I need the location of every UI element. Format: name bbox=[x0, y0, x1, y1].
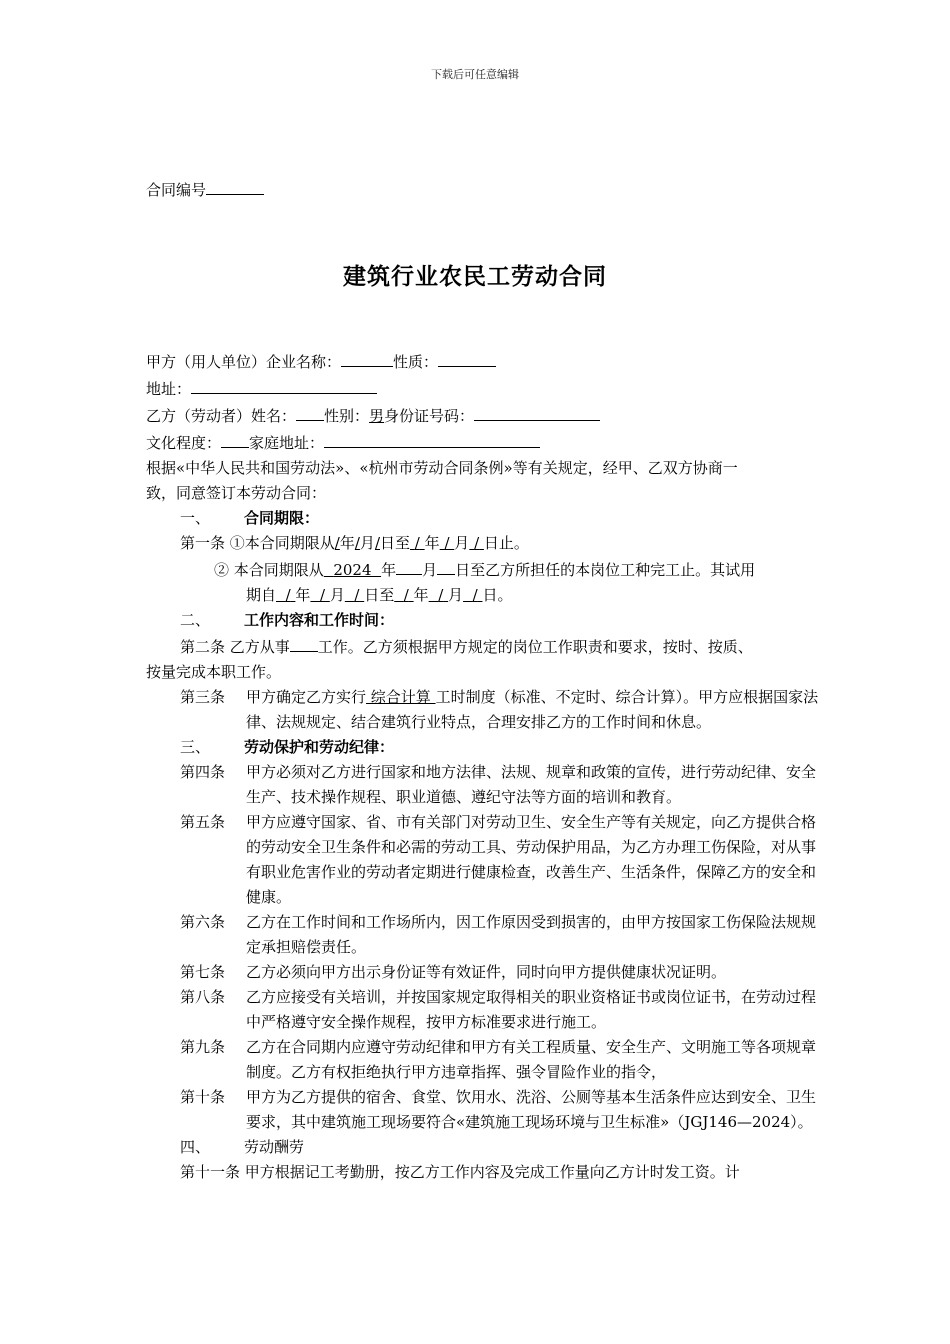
section-4-heading: 四、 劳动酬劳 bbox=[180, 1138, 305, 1156]
section-1-heading: 一、 合同期限： bbox=[180, 509, 320, 527]
company-nature-blank[interactable] bbox=[438, 348, 496, 367]
gender-value: 男 bbox=[369, 407, 385, 425]
intro-line-1: 根据«中华人民共和国劳动法»、«杭州市劳动合同条例»等有关规定，经甲、乙双方协商一 bbox=[146, 459, 738, 477]
id-number-blank[interactable] bbox=[474, 402, 600, 421]
worker-name-blank[interactable] bbox=[296, 402, 324, 421]
article-2-line-1: 第二条 乙方从事 工作。乙方须根据甲方规定的岗位工作职责和要求，按时、按质、 bbox=[146, 633, 821, 660]
contract-number-blank[interactable] bbox=[206, 176, 264, 195]
work-hour-system: 综合计算 bbox=[366, 688, 436, 706]
contract-body bbox=[146, 348, 821, 1185]
article-9: 第九条 乙方在合同期内应遵守劳动纪律和甲方有关工程质量、安全生产、文明施工等各项规章制度。乙方有权拒绝执行甲方违章指挥、强令冒险作业的指令， bbox=[180, 1038, 817, 1081]
education-blank[interactable] bbox=[221, 429, 249, 448]
document-title: 建筑行业农民工劳动合同 bbox=[343, 263, 607, 290]
section-2-heading: 二、 工作内容和工作时间： bbox=[180, 611, 395, 629]
contract-number-label: 合同编号 bbox=[146, 181, 207, 199]
article-10: 第十条 甲方为乙方提供的宿舍、食堂、饮用水、洗浴、公厕等基本生活条件应达到安全、卫生要求，其中建筑施工现场要符合«建筑施工现场环境与卫生标准»（JGJ146—2024）。 bbox=[180, 1088, 817, 1131]
section-3-heading: 三、 劳动保护和劳动纪律： bbox=[180, 738, 395, 756]
article-3: 第三条 甲方确定乙方实行 综合计算 工时制度（标准、不定时、综合计算）。甲方应根据国家法律、法规规定、结合建筑行业特点，合理安排乙方的工作时间和休息。 bbox=[180, 688, 819, 731]
address-blank[interactable] bbox=[191, 375, 377, 394]
party-a-address-line: 地址： bbox=[146, 375, 821, 402]
article-1-line-1: 第一条 ①本合同期限从/年/月/日至 / 年 / 月 / 日止。 bbox=[180, 534, 529, 552]
intro-line-2: 致，同意签订本劳动合同： bbox=[146, 484, 327, 502]
contract-year: 2024 bbox=[333, 561, 372, 579]
article-7: 第七条 乙方必须向甲方出示身份证等有效证件，同时向甲方提供健康状况证明。 bbox=[180, 963, 727, 981]
header-note: 下载后可任意编辑 bbox=[431, 68, 519, 81]
month-blank[interactable] bbox=[396, 556, 422, 575]
party-a-line: 甲方（用人单位）企业名称： 性质： bbox=[146, 348, 821, 375]
day-blank[interactable] bbox=[437, 556, 455, 575]
article-11-line-1: 第十一条 甲方根据记工考勤册，按乙方工作内容及完成工作量向乙方计时发工资。计 bbox=[180, 1163, 740, 1181]
article-1-line-3: 期自 / 年 / 月 / 日至 / 年 / 月 / 日。 bbox=[246, 586, 513, 604]
home-address-blank[interactable] bbox=[324, 429, 540, 448]
article-4: 第四条 甲方必须对乙方进行国家和地方法律、法规、规章和政策的宣传，进行劳动纪律、安全生产、技术操作规程、职业道德、遵纪守法等方面的培训和教育。 bbox=[180, 763, 817, 806]
article-5: 第五条 甲方应遵守国家、省、市有关部门对劳动卫生、安全生产等有关规定，向乙方提供合格的劳动安全卫生条件和必需的劳动工具、劳动保护用品，为乙方办理工伤保险，对从事有职业危害作业的劳动者定期进行健康检查，改善生产、生活条件，保障乙方的安全和健康。 bbox=[180, 813, 817, 906]
article-1-line-2: ② 本合同期限从 2024 年 月 日至乙方所担任的本岗位工种完工止。其试用 bbox=[146, 556, 821, 583]
article-8: 第八条 乙方应接受有关培训，并按国家规定取得相关的职业资格证书或岗位证书，在劳动过程中严格遵守安全操作规程，按甲方标准要求进行施工。 bbox=[180, 988, 817, 1031]
contract-number bbox=[146, 176, 264, 200]
article-2-line-2: 按量完成本职工作。 bbox=[146, 663, 282, 681]
party-b-education-line: 文化程度： 家庭地址： bbox=[146, 429, 821, 456]
party-b-line: 乙方（劳动者）姓名： 性别：男身份证号码： bbox=[146, 402, 821, 429]
article-6: 第六条 乙方在工作时间和工作场所内，因工作原因受到损害的，由甲方按国家工伤保险法规规定承担赔偿责任。 bbox=[180, 913, 817, 956]
job-blank[interactable] bbox=[290, 633, 318, 652]
company-name-blank[interactable] bbox=[341, 348, 393, 367]
